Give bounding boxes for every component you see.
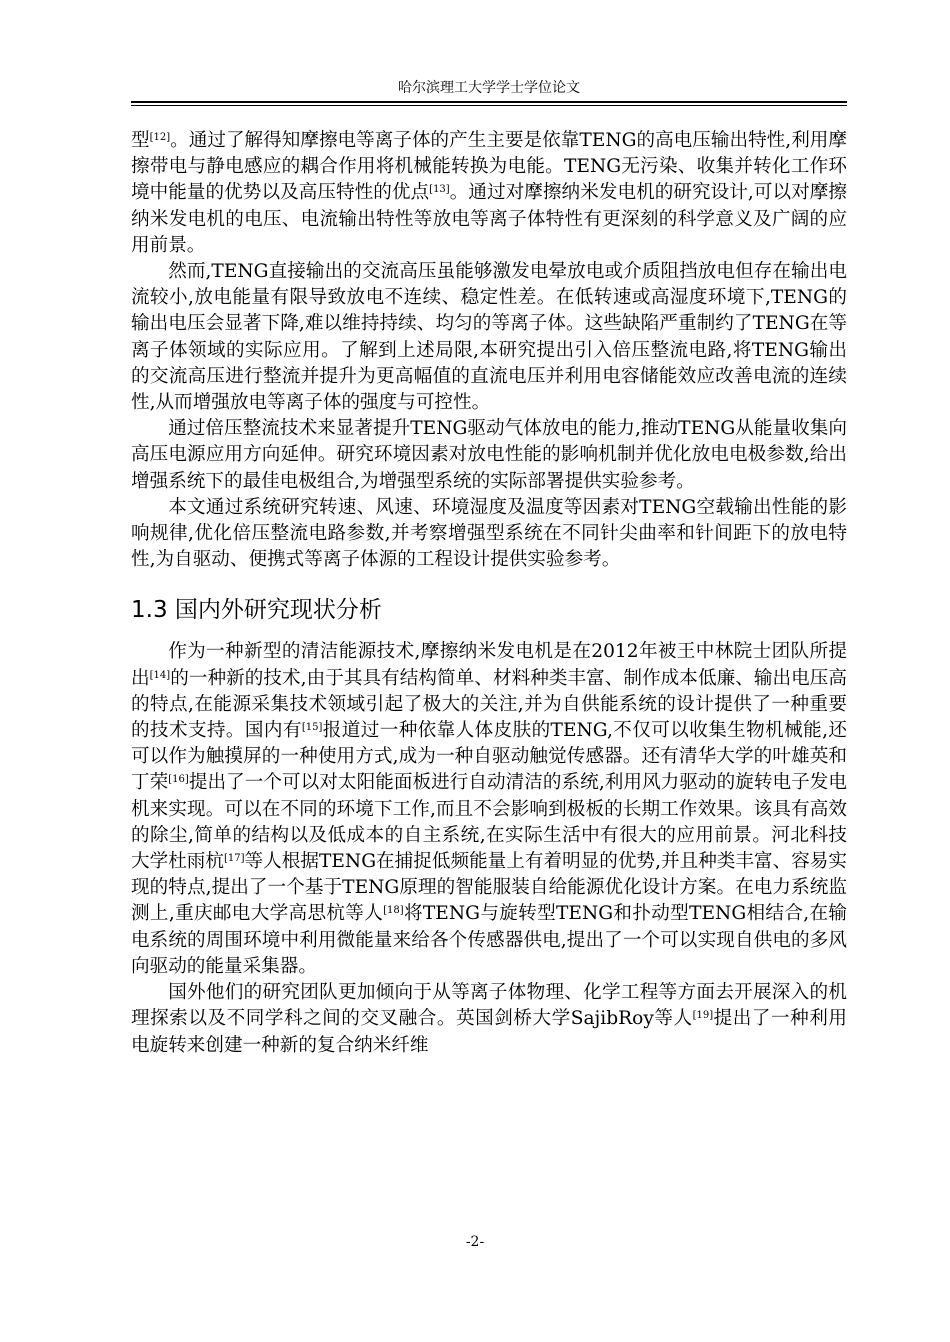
body-paragraph — [131, 259, 847, 416]
body-paragraph — [131, 980, 847, 1059]
paragraph-text: 通过倍压整流技术来显著提升TENG驱动气体放电的能力,推动TENG从能量收集向高压电源应用方向延伸。研究环境因素对放电性能的影响机制并优化放电电极参数,给出增强系统下的最佳电极组合,为增强型系统的实际部署提供实验参考。 — [131, 418, 847, 492]
body-paragraph — [131, 416, 847, 495]
paragraph-text: 提出了一个可以对太阳能面板进行自动清洁的系统,利用风力驱动的旋转电子发电机来实现。可以在不同的环境下工作,而且不会影响到极板的长期工作效果。该具有高效的除尘,简单的结构以及低成本的自主系统,在实际生活中有很大的应用前景。河北科技大学杜雨杭 — [131, 772, 847, 873]
paragraph-text: 的一种新的技术,由于其具有结构简单、材料种类丰富、制作成本低廉、输出电压高的特点,在能源采集技术领域引起了极大的关注,并为自供能系统的设计提供了一种重要的技术支持。国内有 — [131, 667, 847, 742]
paragraph-text: 报道过一种依靠人体皮肤的TENG,不仅可以收集生物机械能,还可以作为触摸屏的一种使用方式,成为一种自驱动触觉传感器。还有清华大学的叶雄英和丁荣 — [131, 720, 847, 794]
citation-superscript: [19] — [692, 1010, 714, 1022]
paragraph-text: 型 — [131, 130, 150, 151]
header-rule-thin — [131, 105, 847, 106]
citation-superscript: [18] — [383, 905, 404, 917]
paragraph-text: 提出了一种利用电旋转来创建一种新的复合纳米纤维 — [131, 1008, 847, 1056]
header-rule-thick — [131, 101, 847, 103]
intro-paragraphs — [131, 128, 847, 573]
paragraph-text: 将TENG与旋转型TENG和扑动型TENG相结合,在输电系统的周围环境中利用微能量来给各个传感器供电,提出了一个可以实现自供电的多风向驱动的能量采集器。 — [131, 903, 847, 977]
paragraph-text: 作为一种新型的清洁能源技术,摩擦纳米发电机是在2012年被王中林院士团队所提出 — [131, 641, 847, 689]
citation-superscript: [16] — [168, 774, 189, 786]
citation-superscript: [17] — [224, 853, 245, 865]
section-heading: 1.3 国内外研究现状分析 — [131, 597, 382, 624]
paragraph-text: 然而,TENG直接输出的交流高压虽能够激发电晕放电或介质阻挡放电但存在输出电流较小,放电能量有限导致放电不连续、稳定性差。在低转速或高湿度环境下,TENG的输出电压会显著下降,难以维持持续、均匀的等离子体。这些缺陷严重制约了TENG在等离子体领域的实际应用。了解到上述局限,本研究提出引入倍压整流电路,将TENG输出的交流高压进行整流并提升为更高幅值的直流电压并利用电容储能效应改善电流的连续性,从而增强放电等离子体的强度与可控性。 — [131, 261, 847, 414]
body-paragraph — [131, 639, 847, 980]
page-body — [131, 128, 847, 1059]
paragraph-text: 。通过了解得知摩擦电等离子体的产生主要是依靠TENG的高电压输出特性,利用摩擦带电与静电感应的耦合作用将机械能转换为电能。TENG无污染、收集并转化工作环境中能量的优势以及高压特性的优点 — [131, 130, 847, 204]
citation-superscript: [12] — [149, 132, 171, 143]
citation-superscript: [15] — [301, 722, 323, 734]
citation-superscript: [14] — [149, 669, 171, 681]
paragraph-text: 本文通过系统研究转速、风速、环境湿度及温度等因素对TENG空载输出性能的影响规律,优化倍压整流电路参数,并考察增强型系统在不同针尖曲率和针间距下的放电特性,为自驱动、便携式等离子体源的工程设计提供实验参考。 — [131, 496, 847, 571]
paragraph-text: 等人根据TENG在捕捉低频能量上有着明显的优势,并且种类丰富、容易实现的特点,提出了一个基于TENG原理的智能服装自给能源优化设计方案。在电力系统监测上,重庆邮电大学高思杭等人 — [131, 851, 847, 925]
paragraph-text: 。通过对摩擦纳米发电机的研究设计,可以对摩擦纳米发电机的电压、电流输出特性等放电等离子体特性有更深刻的科学意义及广阔的应用前景。 — [131, 182, 847, 256]
review-paragraphs — [131, 639, 847, 1058]
paragraph-text: 国外他们的研究团队更加倾向于从等离子体物理、化学工程等方面去开展深入的机理探索以及不同学科之间的交叉融合。英国剑桥大学SajibRoy等人 — [131, 982, 847, 1030]
citation-superscript: [13] — [429, 184, 450, 196]
body-paragraph — [131, 495, 847, 574]
body-paragraph — [131, 128, 847, 259]
page-number: -2- — [465, 1234, 485, 1250]
running-header: 哈尔滨理工大学学士学位论文 — [398, 80, 580, 96]
